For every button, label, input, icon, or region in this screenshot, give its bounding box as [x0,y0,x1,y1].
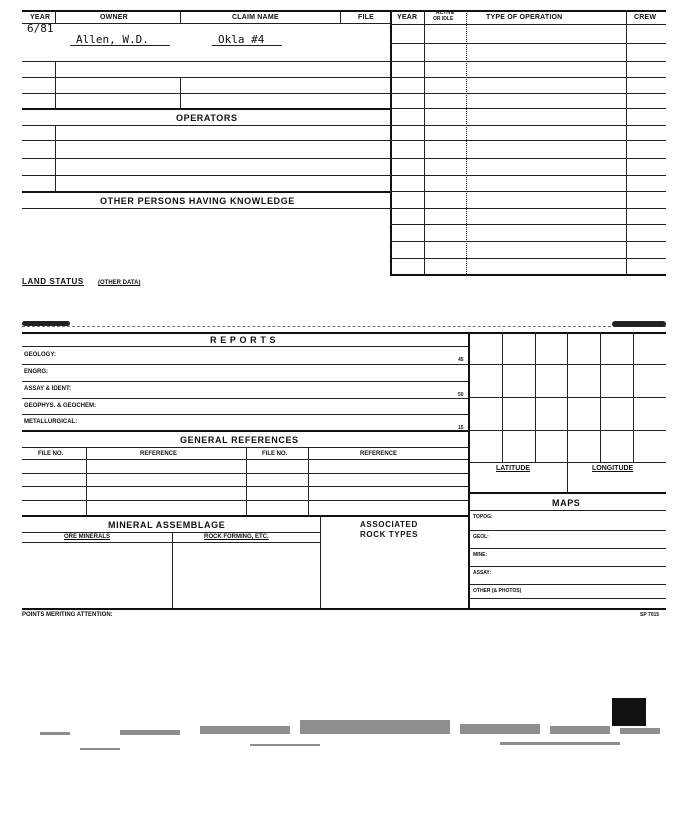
ref-header-file-no-1: FILE NO. [38,451,64,457]
associated-line1: ASSOCIATED [360,520,418,529]
report-geology: GEOLOGY: [24,352,56,358]
latitude-label: LATITUDE [496,465,531,472]
rock-forming-header: ROCK FORMING, ETC. [204,534,269,540]
mineral-assemblage-title: MINERAL ASSEMBLAGE [108,520,226,530]
header-file: FILE [358,14,374,21]
header-crew: CREW [634,14,657,21]
general-references-title: GENERAL REFERENCES [180,435,299,445]
land-status-sub: (OTHER DATA) [98,280,141,286]
margin-number-45: 45 [458,357,464,363]
ref-header-reference-2: REFERENCE [360,451,398,457]
report-metallurgical: METALLURGICAL: [24,419,78,425]
report-assay: ASSAY & IDENT: [24,386,72,392]
scan-noise-band [0,660,678,780]
header-active-line1: ACTIVE [436,10,455,16]
header-year: YEAR [30,14,51,21]
form-number: SP 7015 [640,612,660,618]
operators-title: OPERATORS [176,113,238,123]
map-other-photos: OTHER (& PHOTOS) [473,588,522,594]
ore-minerals-header: ORE MINERALS [64,534,111,540]
margin-number-50: 50 [458,392,464,398]
other-persons-title: OTHER PERSONS HAVING KNOWLEDGE [100,196,295,206]
header-owner: OWNER [100,14,128,21]
header-active-line2: OR IDLE [433,16,454,22]
ref-header-reference-1: REFERENCE [140,451,178,457]
header-type-of-operation: TYPE OF OPERATION [486,14,563,21]
header-claim-name: CLAIM NAME [232,14,279,21]
scan-smudge-right [612,321,666,327]
header-ops-year: YEAR [397,14,418,21]
longitude-label: LONGITUDE [592,465,634,472]
land-status-label: LAND STATUS [22,277,84,286]
map-assay: ASSAY: [473,570,492,576]
entry-claim-name: Okla #4 [218,33,265,46]
margin-number-15: 15 [458,425,464,431]
map-geol: GEOL: [473,534,489,540]
entry-owner: Allen, W.D. [76,33,149,46]
maps-title: MAPS [552,498,581,508]
map-mine: MINE: [473,552,488,558]
reports-title: R E P O R T S [210,335,277,345]
ref-header-file-no-2: FILE NO. [262,451,288,457]
points-meriting-attention: POINTS MERITING ATTENTION: [22,612,113,618]
report-geophys: GEOPHYS. & GEOCHEM: [24,403,97,409]
report-engrg: ENGRG: [24,369,48,375]
associated-line2: ROCK TYPES [360,530,419,539]
map-topog: TOPOG: [473,514,493,520]
entry-year: 6/81 [27,22,54,35]
